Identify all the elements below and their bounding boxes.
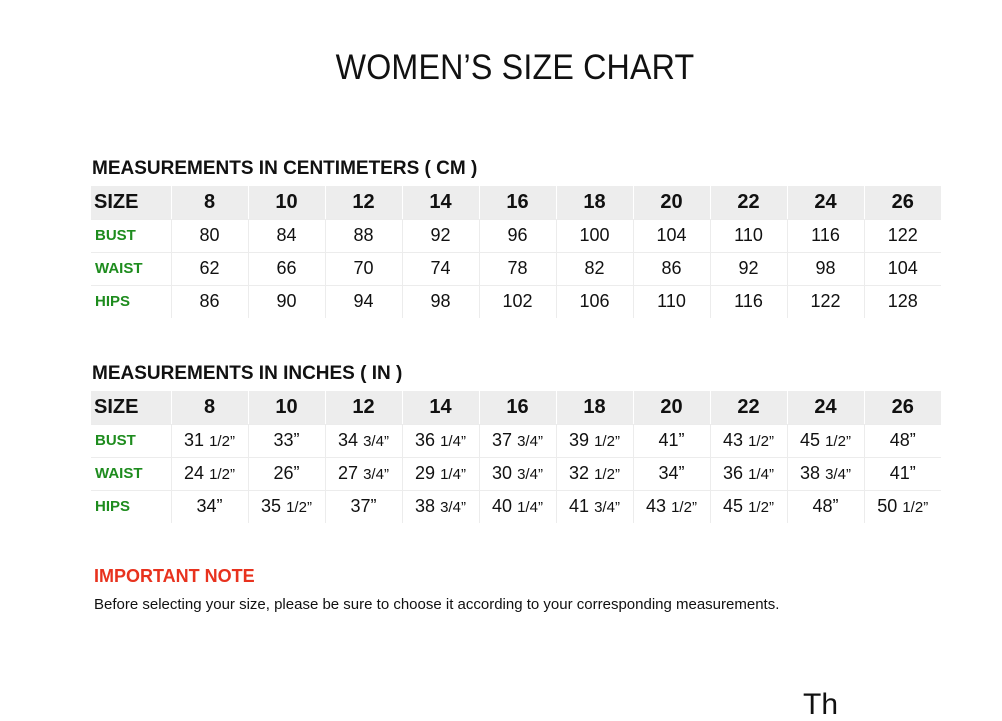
cell-fraction-value: 3/4” [594,499,620,517]
cm-row-label: BUST [91,219,171,252]
cell-whole-value: 33” [273,430,300,450]
in-table-cell [710,457,787,490]
in-header-size-20: 20 [633,391,710,424]
in-table-cell [710,424,787,457]
page-title: WOMEN’S SIZE CHART [335,48,695,87]
cm-table-cell: 106 [556,285,633,318]
cell-whole-value: 27 [338,463,359,483]
cell-fraction-value: 1/2” [748,433,774,450]
cm-header-size-12: 12 [325,186,402,219]
cell-fraction-value: 1/4” [517,499,543,517]
cm-table-cell: 116 [710,285,787,318]
in-section-heading: MEASUREMENTS IN INCHES ( IN ) [92,363,403,384]
in-row-label: BUST [91,424,171,457]
cell-whole-value: 48” [889,430,916,450]
cell-fraction-value: 3/4” [825,466,851,483]
cm-table-cell: 74 [402,252,479,285]
important-note-heading: IMPORTANT NOTE [94,566,255,586]
cell-fraction-value: 3/4” [440,499,466,517]
cm-table-cell: 82 [556,252,633,285]
in-size-table [91,391,941,523]
in-table-cell [402,424,479,457]
important-note-text: Before selecting your size, please be sure to choose it according to your corresponding measurements. [94,596,780,613]
in-table-cell [556,490,633,523]
cm-header-size-22: 22 [710,186,787,219]
cell-whole-value: 36 [723,463,744,483]
in-table-cell [633,424,710,457]
cm-table-cell: 98 [787,252,864,285]
in-row-waist [91,457,941,490]
cell-whole-value: 37” [350,496,377,517]
cell-fraction-value: 1/4” [440,433,466,450]
cell-whole-value: 32 [569,463,590,483]
cell-fraction-value: 1/2” [902,499,929,517]
in-table-cell [171,424,248,457]
cm-table-cell: 94 [325,285,402,318]
cell-whole-value: 43 [723,430,744,450]
cell-whole-value: 45 [800,430,821,450]
cell-whole-value: 45 [723,496,744,517]
cm-table-cell: 100 [556,219,633,252]
cell-fraction-value: 1/2” [209,466,235,483]
in-table-cell [556,457,633,490]
cm-table-cell: 62 [171,252,248,285]
in-table-cell [787,424,864,457]
cm-header-size-16: 16 [479,186,556,219]
cm-table-cell: 110 [633,285,710,318]
cell-fraction-value: 1/2” [594,433,620,450]
cm-header-row [91,186,941,219]
cm-header-size-14: 14 [402,186,479,219]
corner-cropped-text: Th [803,688,839,721]
cm-table-cell: 88 [325,219,402,252]
cell-fraction-value: 3/4” [363,466,389,483]
cm-size-table [91,186,941,318]
cm-table-cell: 86 [633,252,710,285]
in-table-cell [248,490,325,523]
cm-table-cell: 92 [710,252,787,285]
cell-fraction-value: 1/2” [209,433,235,450]
in-header-size-26: 26 [864,391,941,424]
cell-whole-value: 35 [261,496,282,517]
cm-table-cell: 116 [787,219,864,252]
cell-whole-value: 48” [812,496,839,517]
in-row-label: WAIST [91,457,171,490]
in-table-cell [710,490,787,523]
in-row-label: HIPS [91,490,171,523]
cm-table-cell: 128 [887,291,918,312]
in-table-cell [479,457,556,490]
cm-table-cell: 104 [633,219,710,252]
in-header-size-24: 24 [787,391,864,424]
in-table-cell [171,490,248,523]
cell-fraction-value: 1/2” [671,499,697,517]
cm-row-hips [91,285,941,318]
cell-whole-value: 26” [273,463,300,483]
in-header-size-18: 18 [556,391,633,424]
in-table-cell [402,457,479,490]
in-table-cell [864,490,941,523]
cm-table-cell: 122 [864,219,941,252]
in-table-cell [633,490,710,523]
in-header-size-8: 8 [171,391,248,424]
in-table-cell [325,457,402,490]
cell-whole-value: 30 [492,463,513,483]
cm-table-cell: 92 [402,219,479,252]
in-table-cell [864,424,941,457]
cell-whole-value: 24 [184,463,205,483]
in-table-cell [402,490,479,523]
cell-fraction-value: 1/2” [286,499,312,517]
in-table-cell [325,490,402,523]
in-header-size-10: 10 [248,391,325,424]
cell-whole-value: 36 [415,430,436,450]
cell-whole-value: 34” [658,463,685,483]
cm-row-label: HIPS [91,285,171,318]
cell-whole-value: 43 [646,496,667,517]
in-row-hips [91,490,941,523]
cell-fraction-value: 1/2” [825,433,851,450]
cm-table-cell: 90 [248,285,325,318]
cell-whole-value: 50 [877,496,898,517]
in-table-cell [479,424,556,457]
cm-table-cell: 66 [248,252,325,285]
cm-row-bust [91,219,941,252]
cm-table-cell: 122 [787,285,864,318]
cell-fraction-value: 1/4” [748,466,774,483]
cell-whole-value: 37 [492,430,513,450]
cm-header-size-20: 20 [633,186,710,219]
cell-fraction-value: 3/4” [517,433,543,450]
cm-section-heading: MEASUREMENTS IN CENTIMETERS ( CM ) [92,158,478,179]
in-header-size-12: 12 [325,391,402,424]
cm-table-cell: 70 [325,252,402,285]
cell-fraction-value: 1/4” [440,466,466,483]
cell-fraction-value: 1/2” [748,499,774,517]
cm-table-cell: 102 [479,285,556,318]
in-header-size-22: 22 [710,391,787,424]
cell-fraction-value: 3/4” [517,466,543,483]
cm-table-cell: 80 [171,219,248,252]
cm-table-cell: 78 [479,252,556,285]
in-table-cell [787,457,864,490]
cm-row-waist [91,252,941,285]
cm-table-cell: 86 [171,285,248,318]
in-table-cell [479,490,556,523]
cell-whole-value: 34” [196,496,223,517]
cm-table-cell: 98 [402,285,479,318]
cell-whole-value: 41” [658,430,685,450]
in-table-cell [248,457,325,490]
cell-whole-value: 31 [184,430,205,450]
cell-whole-value: 41” [889,463,916,483]
cm-header-size-8: 8 [171,186,248,219]
cm-header-size-24: 24 [787,186,864,219]
cm-header-size-label: SIZE [91,186,171,219]
cell-whole-value: 34 [338,430,359,450]
cell-whole-value: 41 [569,496,590,517]
in-table-cell [864,457,941,490]
in-table-cell [325,424,402,457]
cell-whole-value: 39 [569,430,590,450]
cell-fraction-value: 1/2” [594,466,620,483]
cell-whole-value: 29 [415,463,436,483]
in-header-size-14: 14 [402,391,479,424]
cm-table-cell: 104 [864,252,941,285]
cm-header-size-26: 26 [864,186,941,219]
cm-table-cell: 84 [248,219,325,252]
cell-whole-value: 38 [415,496,436,517]
in-table-cell [248,424,325,457]
in-header-row [91,391,941,424]
in-table-cell [556,424,633,457]
cell-whole-value: 38 [800,463,821,483]
in-row-bust [91,424,941,457]
cm-row-label: WAIST [91,252,171,285]
cm-table-cell: 110 [710,219,787,252]
in-table-cell [171,457,248,490]
cell-whole-value: 40 [492,496,513,517]
cm-table-cell: 96 [479,219,556,252]
cm-header-size-10: 10 [248,186,325,219]
cm-header-size-18: 18 [556,186,633,219]
in-header-size-16: 16 [479,391,556,424]
in-table-cell [633,457,710,490]
in-header-size-label: SIZE [91,391,171,424]
cell-fraction-value: 3/4” [363,433,389,450]
in-table-cell [787,490,864,523]
